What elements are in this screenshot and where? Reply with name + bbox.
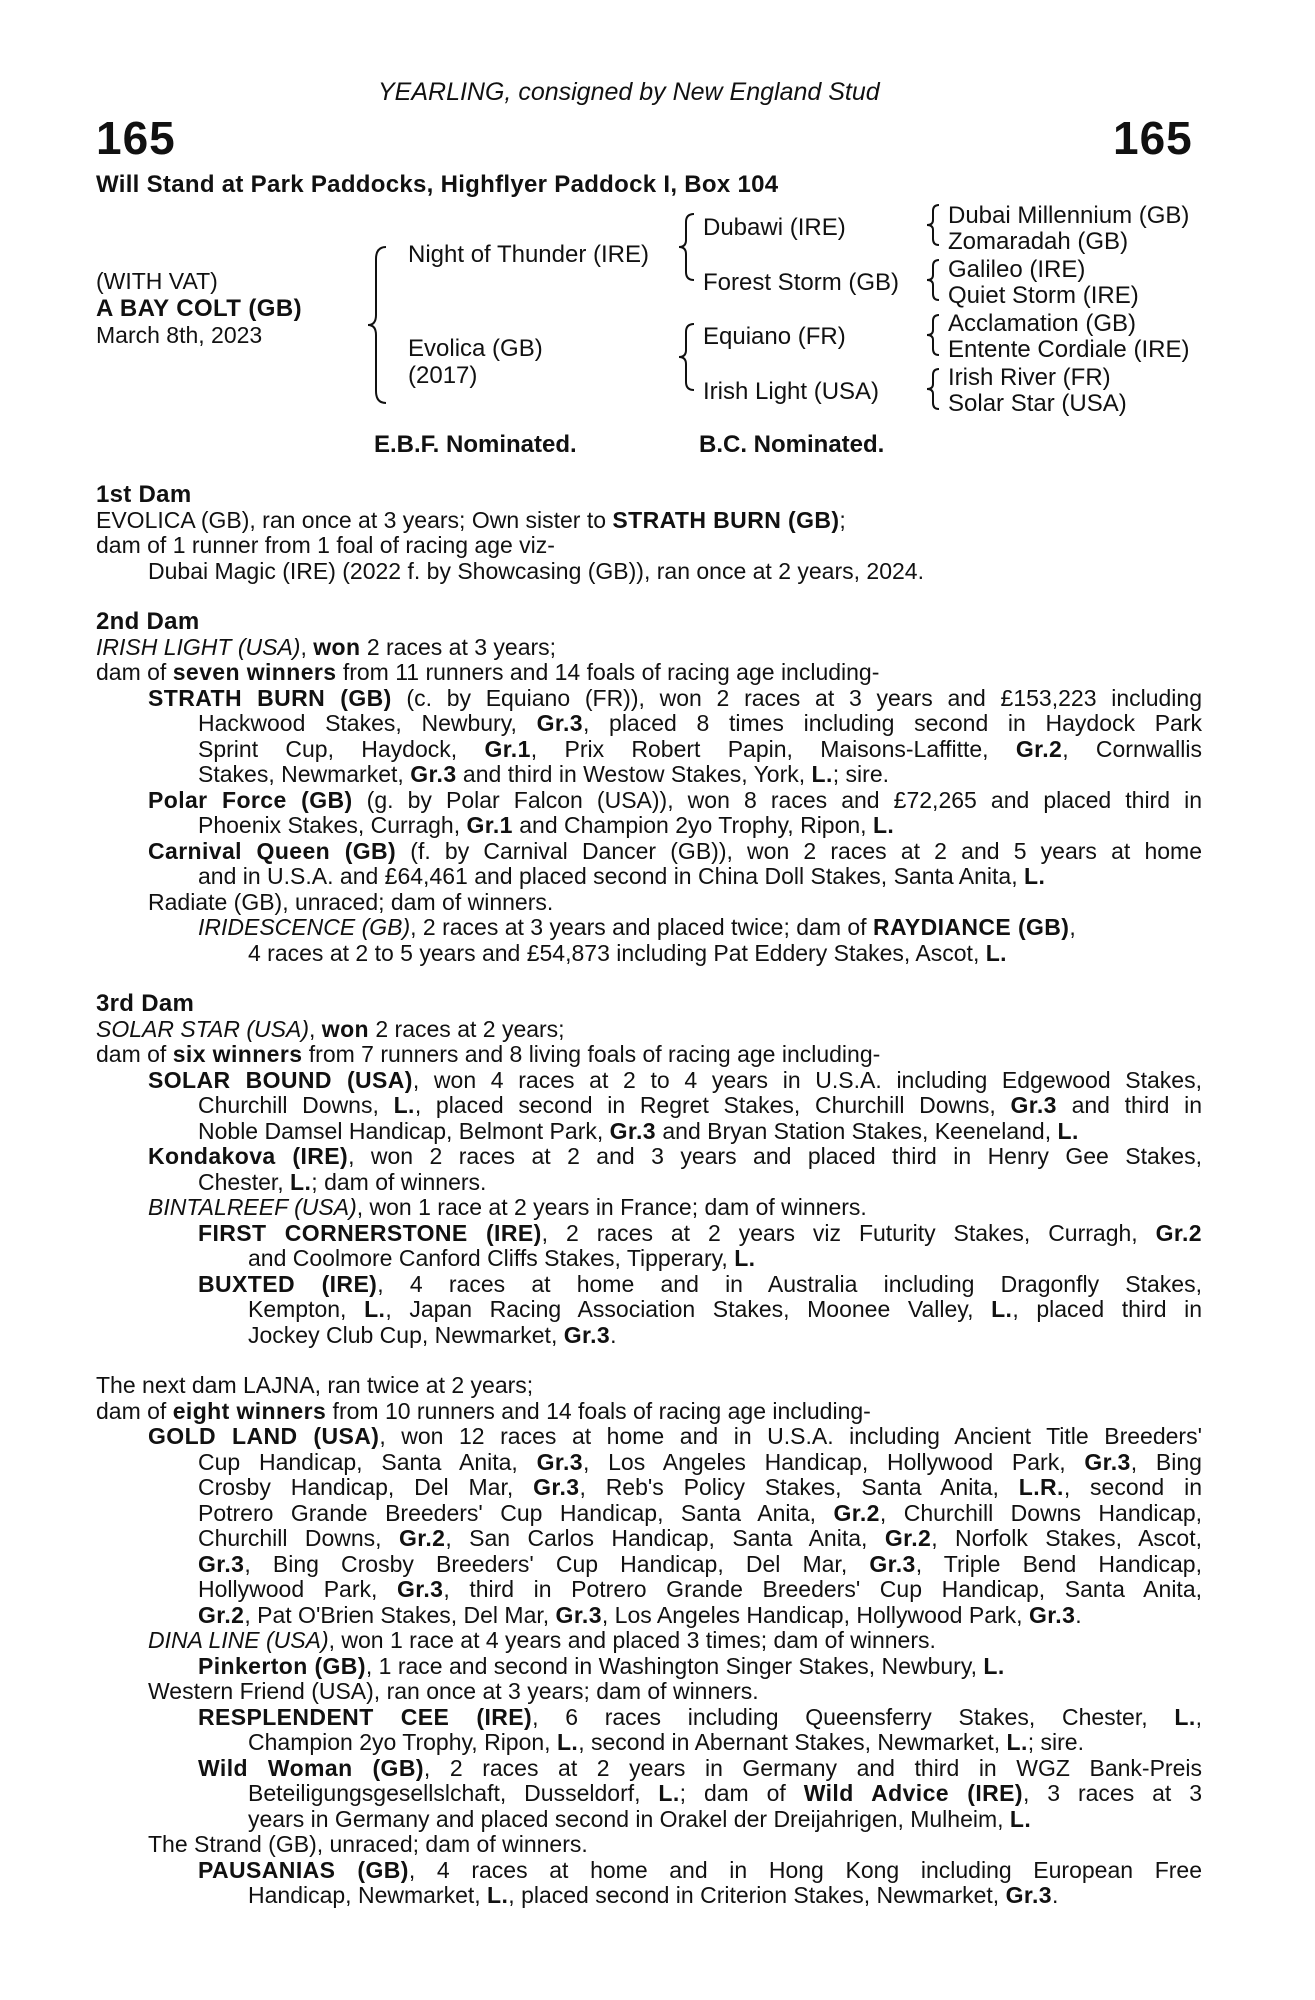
- first-dam-heading: 1st Dam: [96, 481, 192, 508]
- ggp-4: Quiet Storm (IRE): [948, 282, 1139, 309]
- produce-kondakova: Kondakova (IRE), won 2 races at 2 and 3 years and placed third in Henry Gee Stakes, Chester, L.; dam of winners.: [148, 1143, 1202, 1195]
- produce-strath-burn: STRATH BURN (GB) (c. by Equiano (FR)), won 2 races at 3 years and £153,223 including Hackwood Stakes, Newbury, Gr.3, placed 8 times including second in Haydock Park Sprint Cup, Haydock, Gr.1, Prix Robert Papin, Maisons-Laffitte, Gr.2, Cornwallis Stakes, Newmarket, Gr.3 and third in Westow Stakes, York, L.; sire.: [148, 684, 1202, 787]
- first-dam-produce-summary: dam of 1 runner from 1 foal of racing age viz-: [96, 532, 555, 558]
- lot-number-left: 165: [96, 112, 176, 164]
- produce-the-strand: The Strand (GB), unraced; dam of winners.: [148, 1831, 588, 1857]
- produce-iridescence: IRIDESCENCE (GB), 2 races at 3 years and placed twice; dam of RAYDIANCE (GB), 4 races at 2 to 5 years and £54,873 including Pat Eddery Stakes, Ascot, L.: [198, 914, 1076, 966]
- dam-dam-name: Irish Light (USA): [703, 378, 880, 405]
- second-dam-heading: 2nd Dam: [96, 608, 200, 635]
- lot-number-right: 165: [1113, 112, 1193, 164]
- bc-nomination: B.C. Nominated.: [699, 431, 885, 458]
- ggp-7: Irish River (FR): [948, 364, 1111, 391]
- second-dam-line: IRISH LIGHT (USA), won 2 races at 3 years;: [96, 633, 557, 660]
- produce-solar-bound: SOLAR BOUND (USA), won 4 races at 2 to 4 years in U.S.A. including Edgewood Stakes, Churchill Downs, L., placed second in Regret Stakes, Churchill Downs, Gr.3 and third in Noble Damsel Handicap, Belmont Park, Gr.3 and Bryan Station Stakes, Keeneland, L.: [148, 1066, 1202, 1144]
- produce-bintalreef: BINTALREEF (USA), won 1 race at 2 years in France; dam of winners.: [148, 1194, 867, 1220]
- pedigree-brace-gg1: [924, 203, 942, 247]
- first-dam-line: EVOLICA (GB), ran once at 3 years; Own sister to STRATH BURN (GB);: [96, 506, 846, 533]
- dam-name: Evolica (GB): [408, 335, 543, 362]
- produce-buxted: BUXTED (IRE), 4 races at home and in Australia including Dragonfly Stakes, Kempton, L., Japan Racing Association Stakes, Moonee Valley, L., placed third in Jockey Club Cup, Newmarket, Gr.3.: [198, 1270, 1203, 1348]
- second-dam-produce-summary: dam of seven winners from 11 runners and 14 foals of racing age including-: [96, 659, 880, 685]
- produce-polar-force: Polar Force (GB) (g. by Polar Falcon (USA)), won 8 races and £72,265 and placed third in Phoenix Stakes, Curragh, Gr.1 and Champion 2yo Trophy, Ripon, L.: [148, 786, 1203, 838]
- produce-gold-land: GOLD LAND (USA), won 12 races at home and in U.S.A. including Ancient Title Breeders' Cup Handicap, Santa Anita, Gr.3, Los Angeles Handicap, Hollywood Park, Gr.3, Bing Crosby Handicap, Del Mar, Gr.3, Reb's Policy Stakes, Santa Anita, L.R., second in Potrero Grande Breeders' Cup Handicap, Santa Anita, Gr.2, Churchill Downs Handicap, Churchill Downs, Gr.2, San Carlos Handicap, Santa Anita, Gr.2, Norfolk Stakes, Ascot, Gr.3, Bing Crosby Breeders' Cup Handicap, Del Mar, Gr.3, Triple Bend Handicap, Hollywood Park, Gr.3, third in Potrero Grande Breeders' Cup Handicap, Santa Anita, Gr.2, Pat O'Brien Stakes, Del Mar, Gr.3, Los Angeles Handicap, Hollywood Park, Gr.3.: [148, 1423, 1203, 1628]
- produce-western-friend: Western Friend (USA), ran once at 3 years; dam of winners.: [148, 1678, 759, 1704]
- pedigree-brace-main: [366, 245, 390, 405]
- ggp-8: Solar Star (USA): [948, 390, 1127, 417]
- produce-dina-line: DINA LINE (USA), won 1 race at 4 years and placed 3 times; dam of winners.: [148, 1627, 936, 1653]
- produce-carnival-queen: Carnival Queen (GB) (f. by Carnival Dancer (GB)), won 2 races at 2 and 5 years at home and in U.S.A. and £64,461 and placed second in China Doll Stakes, Santa Anita, L.: [148, 837, 1202, 889]
- stand-location: Will Stand at Park Paddocks, Highflyer Paddock I, Box 104: [96, 171, 779, 198]
- dam-sire-name: Equiano (FR): [703, 323, 846, 350]
- dam-year: (2017): [408, 362, 478, 389]
- ggp-5: Acclamation (GB): [948, 310, 1137, 337]
- first-dam-produce: Dubai Magic (IRE) (2022 f. by Showcasing (GB)), ran once at 2 years, 2024.: [148, 557, 924, 584]
- horse-name: A BAY COLT (GB): [96, 295, 303, 322]
- next-dam-produce-summary: dam of eight winners from 10 runners and 14 foals of racing age including-: [96, 1397, 871, 1424]
- third-dam-heading: 3rd Dam: [96, 990, 195, 1017]
- produce-pinkerton: Pinkerton (GB), 1 race and second in Washington Singer Stakes, Newbury, L.: [198, 1652, 1005, 1679]
- vat-note: (WITH VAT): [96, 268, 218, 294]
- third-dam-line: SOLAR STAR (USA), won 2 races at 2 years;: [96, 1015, 565, 1042]
- ggp-2: Zomaradah (GB): [948, 228, 1129, 255]
- family-text: [96, 482, 1202, 1909]
- next-dam-line: The next dam LAJNA, ran twice at 2 years;: [96, 1372, 534, 1398]
- pedigree-brace-gg3: [924, 313, 942, 357]
- sire-name: Night of Thunder (IRE): [408, 241, 649, 268]
- produce-wild-woman: Wild Woman (GB), 2 races at 2 years in Germany and third in WGZ Bank-Preis Beteiligungsgesellslchaft, Dusseldorf, L.; dam of Wild Advice (IRE), 3 races at 3 years in Germany and placed second in Orakel der Dreijahrigen, Mulheim, L.: [198, 1754, 1202, 1832]
- sire-sire-name: Dubawi (IRE): [703, 214, 846, 241]
- pedigree-brace-gg2: [924, 258, 942, 302]
- pedigree-brace-dam: [676, 322, 698, 392]
- pedigree-brace-gg4: [924, 367, 942, 411]
- foaling-date: March 8th, 2023: [96, 322, 263, 348]
- produce-resplendent-cee: RESPLENDENT CEE (IRE), 6 races including Queensferry Stakes, Chester, L., Champion 2yo Trophy, Ripon, L., second in Abernant Stakes, Newmarket, L.; sire.: [198, 1703, 1203, 1755]
- produce-pausanias: PAUSANIAS (GB), 4 races at home and in Hong Kong including European Free Handicap, Newmarket, L., placed second in Criterion Stakes, Newmarket, Gr.3.: [198, 1856, 1202, 1908]
- consignment-note: YEARLING, consigned by New England Stud: [378, 78, 880, 106]
- ggp-1: Dubai Millennium (GB): [948, 202, 1190, 229]
- ggp-6: Entente Cordiale (IRE): [948, 336, 1190, 363]
- produce-radiate: Radiate (GB), unraced; dam of winners.: [148, 888, 554, 915]
- third-dam-produce-summary: dam of six winners from 7 runners and 8 living foals of racing age including-: [96, 1041, 881, 1067]
- pedigree-brace-sire: [676, 212, 698, 282]
- ebf-nomination: E.B.F. Nominated.: [374, 431, 577, 458]
- sire-dam-name: Forest Storm (GB): [703, 269, 900, 296]
- ggp-3: Galileo (IRE): [948, 256, 1086, 283]
- produce-first-cornerstone: FIRST CORNERSTONE (IRE), 2 races at 2 years viz Futurity Stakes, Curragh, Gr.2 and Coolmore Canford Cliffs Stakes, Tipperary, L.: [198, 1219, 1202, 1271]
